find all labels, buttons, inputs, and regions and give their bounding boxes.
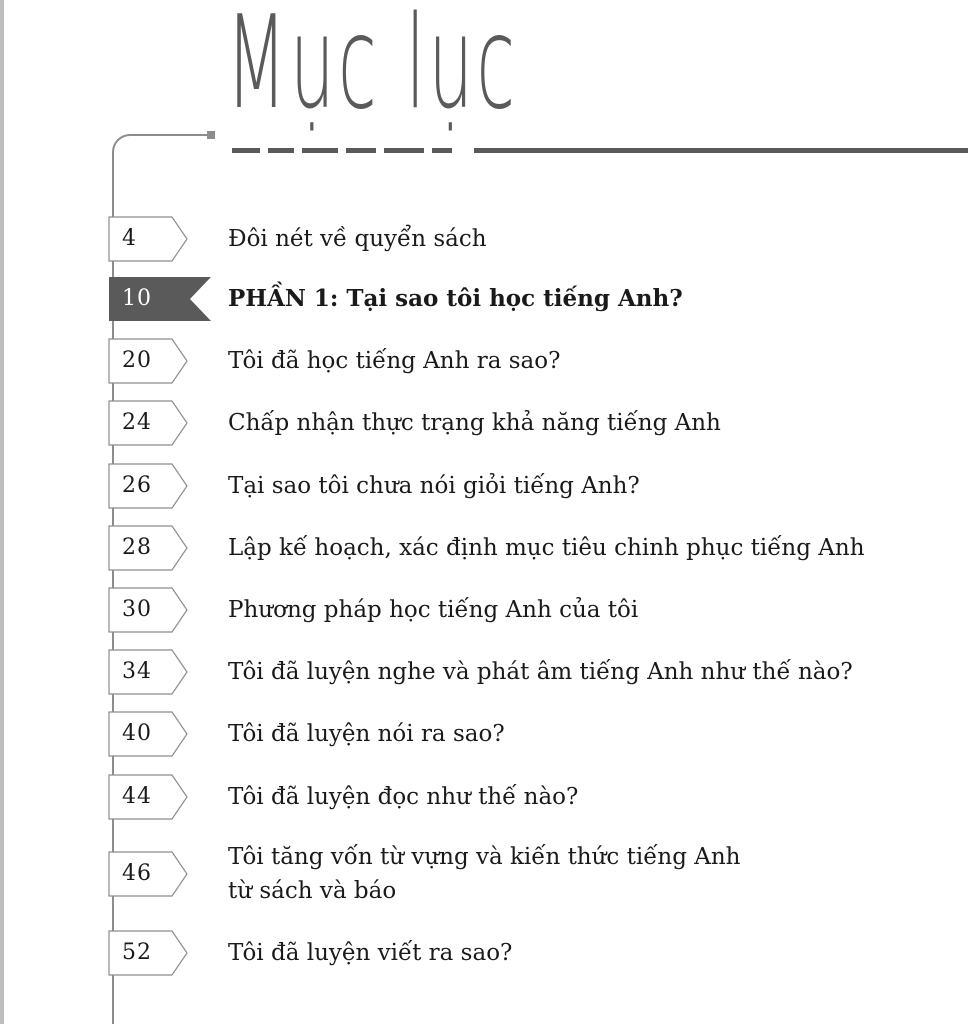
page-number: 34 (122, 659, 152, 684)
toc-connector-dot (207, 131, 215, 139)
page-number-tag (108, 711, 188, 757)
toc-entry-title: Tôi đã luyện nói ra sao? (228, 721, 505, 747)
page-number-tag (108, 649, 188, 695)
toc-entry-title: PHẦN 1: Tại sao tôi học tiếng Anh? (228, 285, 683, 312)
page-number-tag (108, 216, 188, 262)
page-number: 40 (122, 721, 152, 746)
toc-connector (112, 134, 212, 174)
title-underline (232, 148, 260, 153)
toc-entry-title: Tôi đã luyện đọc như thế nào? (228, 784, 579, 810)
title-underline (268, 148, 294, 153)
toc-entry-title: Lập kế hoạch, xác định mục tiêu chinh phục tiếng Anh (228, 535, 865, 561)
page-number-tag (108, 851, 188, 897)
page-edge (0, 0, 4, 1024)
page-number-tag (108, 463, 188, 509)
page-number: 10 (122, 286, 152, 311)
page-number-tag (108, 774, 188, 820)
toc-entry-title: Tôi đã luyện viết ra sao? (228, 940, 513, 966)
title-underline (302, 148, 338, 153)
title-underline (384, 148, 424, 153)
toc-entry-title: Tại sao tôi chưa nói giỏi tiếng Anh? (228, 473, 640, 499)
page-number-tag (108, 400, 188, 446)
page-title: Mục lục (226, 0, 519, 138)
page-number-tag (108, 276, 188, 322)
page-number: 24 (122, 410, 152, 435)
toc-entry-title: Chấp nhận thực trạng khả năng tiếng Anh (228, 410, 721, 436)
page-number: 30 (122, 597, 152, 622)
page-number-tag (108, 525, 188, 571)
page-number: 28 (122, 535, 152, 560)
page-number: 44 (122, 784, 152, 809)
tag-arrow-shape (108, 216, 188, 262)
toc-entry-title: Phương pháp học tiếng Anh của tôi (228, 597, 639, 623)
page-number-tag (108, 587, 188, 633)
toc-entry-title: Tôi đã học tiếng Anh ra sao? (228, 348, 561, 374)
page-number-tag (108, 930, 188, 976)
title-underline (432, 148, 452, 153)
toc-entry-title: Tôi tăng vốn từ vựng và kiến thức tiếng Anh (228, 844, 741, 870)
page-number: 26 (122, 473, 152, 498)
title-underline (346, 148, 376, 153)
page-number: 20 (122, 348, 152, 373)
page-number: 46 (122, 861, 152, 886)
page-number: 4 (122, 226, 137, 251)
toc-entry-title: Đôi nét về quyển sách (228, 226, 487, 252)
toc-entry-title: từ sách và báo (228, 878, 397, 904)
title-underline (474, 148, 968, 153)
page-number-tag (108, 338, 188, 384)
toc-entry-title: Tôi đã luyện nghe và phát âm tiếng Anh như thế nào? (228, 659, 853, 685)
page-number: 52 (122, 940, 152, 965)
